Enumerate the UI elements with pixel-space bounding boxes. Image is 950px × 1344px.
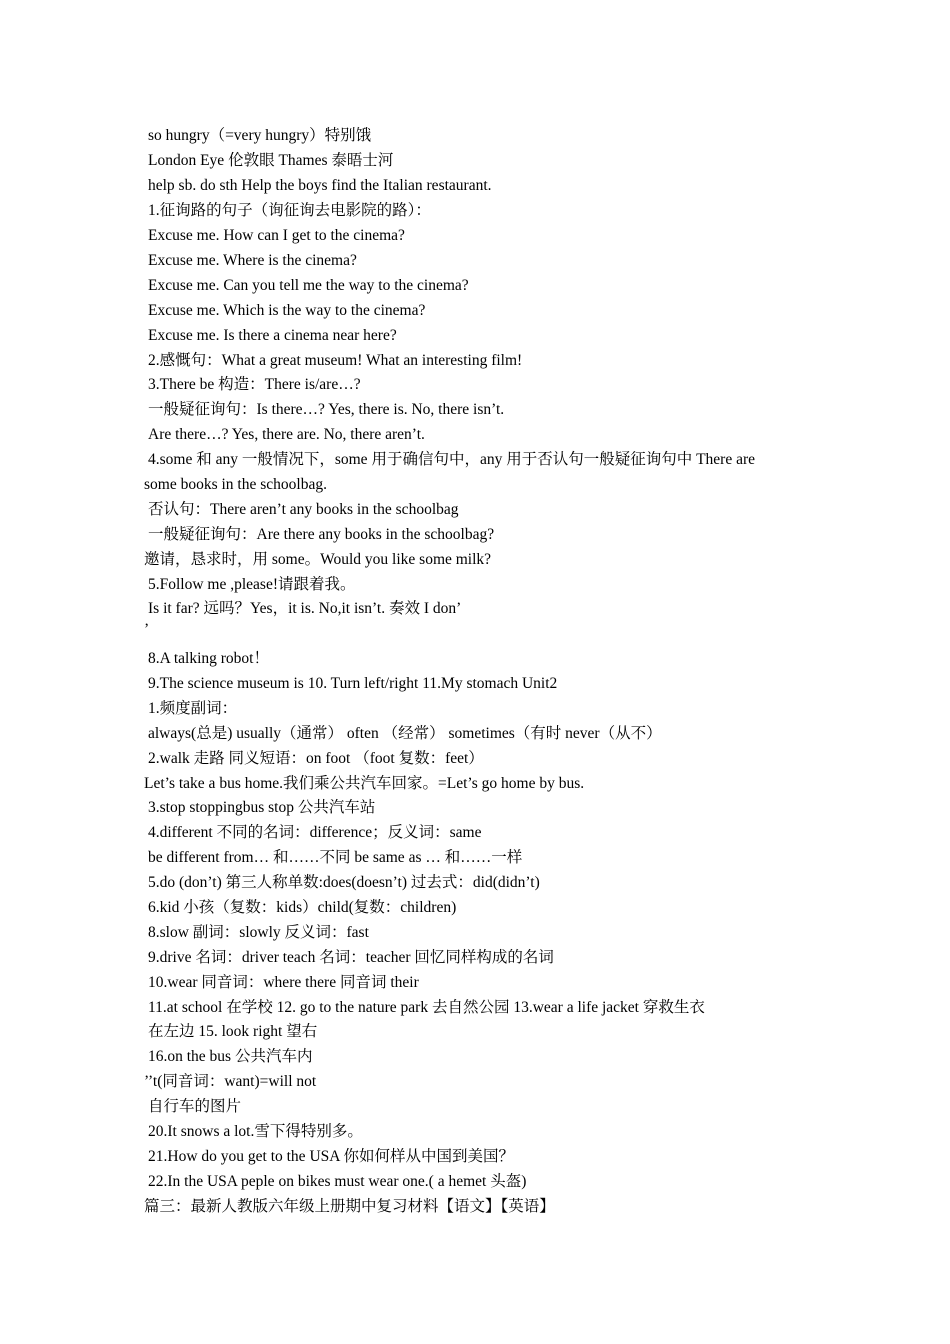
text-line: 22.In the USA peple on bikes must wear one.( a hemet 头盔): [148, 1173, 527, 1190]
text-line: Are there…? Yes, there are. No, there aren’t.: [148, 426, 425, 443]
text-line: Excuse me. Which is the way to the cinema?: [148, 302, 426, 319]
text-line: 5.Follow me ,please!请跟着我。: [148, 576, 356, 593]
text-line: 9.The science museum is 10. Turn left/right 11.My stomach Unit2: [148, 675, 558, 692]
text-line: 否认句：There aren’t any books in the schoolbag: [148, 501, 459, 518]
text-line: be different from… 和……不同 be same as … 和……一样: [148, 849, 523, 866]
text-line: 10.wear 同音词：where there 同音词 their: [148, 974, 419, 991]
text-line: so hungry（=very hungry）特别饿: [148, 127, 372, 144]
text-line: Excuse me. Can you tell me the way to the cinema?: [148, 277, 469, 294]
text-line: 3.stop stoppingbus stop 公共汽车站: [148, 799, 376, 816]
text-line: 9.drive 名词：driver teach 名词：teacher 回忆同样构成的名词: [148, 949, 554, 966]
text-line: 在左边 15. look right 望右: [148, 1023, 318, 1040]
text-line: 邀请，恳求时，用 some。Would you like some milk?: [144, 551, 492, 568]
text-line: 4.different 不同的名词：difference；反义词：same: [148, 824, 482, 841]
text-line: 21.How do you get to the USA 你如何样从中国到美国？: [148, 1148, 514, 1165]
text-line: Let’s take a bus home.我们乘公共汽车回家。=Let’s go home by bus.: [144, 775, 585, 792]
text-line: 2.感慨句：What a great museum! What an interesting film!: [148, 352, 523, 369]
text-line: help sb. do sth Help the boys find the Italian restaurant.: [148, 177, 492, 194]
text-line: 3.There be 构造：There is/are…?: [148, 376, 361, 393]
text-line: 一般疑征询句：Are there any books in the schoolbag?: [148, 526, 495, 543]
text-line: 1.频度副词：: [148, 700, 238, 717]
text-line: London Eye 伦敦眼 Thames 泰晤士河: [148, 152, 394, 169]
text-line: 2.walk 走路 同义短语：on foot （foot 复数：feet）: [148, 750, 484, 767]
text-line: 1.征询路的句子（询征询去电影院的路）：: [148, 202, 431, 219]
text-line: 11.at school 在学校 12. go to the nature park 去自然公园 13.wear a life jacket 穿救生衣: [148, 999, 705, 1016]
text-line: 6.kid 小孩（复数：kids）child(复数：children): [148, 899, 457, 916]
text-line: ’: [144, 621, 150, 638]
text-line: 5.do (don’t) 第三人称单数:does(doesn’t) 过去式：did(didn’t): [148, 874, 540, 891]
text-line: 20.It snows a lot.雪下得特别多。: [148, 1123, 363, 1140]
text-line: 4.some 和 any 一般情况下，some 用于确信句中，any 用于否认句一般疑征询句中 There are: [148, 451, 756, 468]
section-heading: 篇三：最新人教版六年级上册期中复习材料【语文】【英语】: [144, 1198, 555, 1215]
text-line: some books in the schoolbag.: [144, 476, 327, 493]
text-line: always(总是) usually（通常） often （经常） sometimes（有时 never（从不）: [148, 725, 662, 742]
text-line: 16.on the bus 公共汽车内: [148, 1048, 313, 1065]
text-line: Is it far? 远吗？Yes，it is. No,it isn’t. 奏效 I don’: [148, 600, 462, 617]
text-line: Excuse me. Where is the cinema?: [148, 252, 357, 269]
text-line: Excuse me. How can I get to the cinema?: [148, 227, 405, 244]
text-line: ’’t(同音词：want)=will not: [144, 1073, 317, 1090]
text-line: Excuse me. Is there a cinema near here?: [148, 327, 397, 344]
text-line: 自行车的图片: [148, 1098, 242, 1115]
text-line: 8.slow 副词：slowly 反义词：fast: [148, 924, 369, 941]
text-line: 一般疑征询句：Is there…? Yes, there is. No, there isn’t.: [148, 401, 505, 418]
text-line: 8.A talking robot！: [148, 650, 269, 667]
